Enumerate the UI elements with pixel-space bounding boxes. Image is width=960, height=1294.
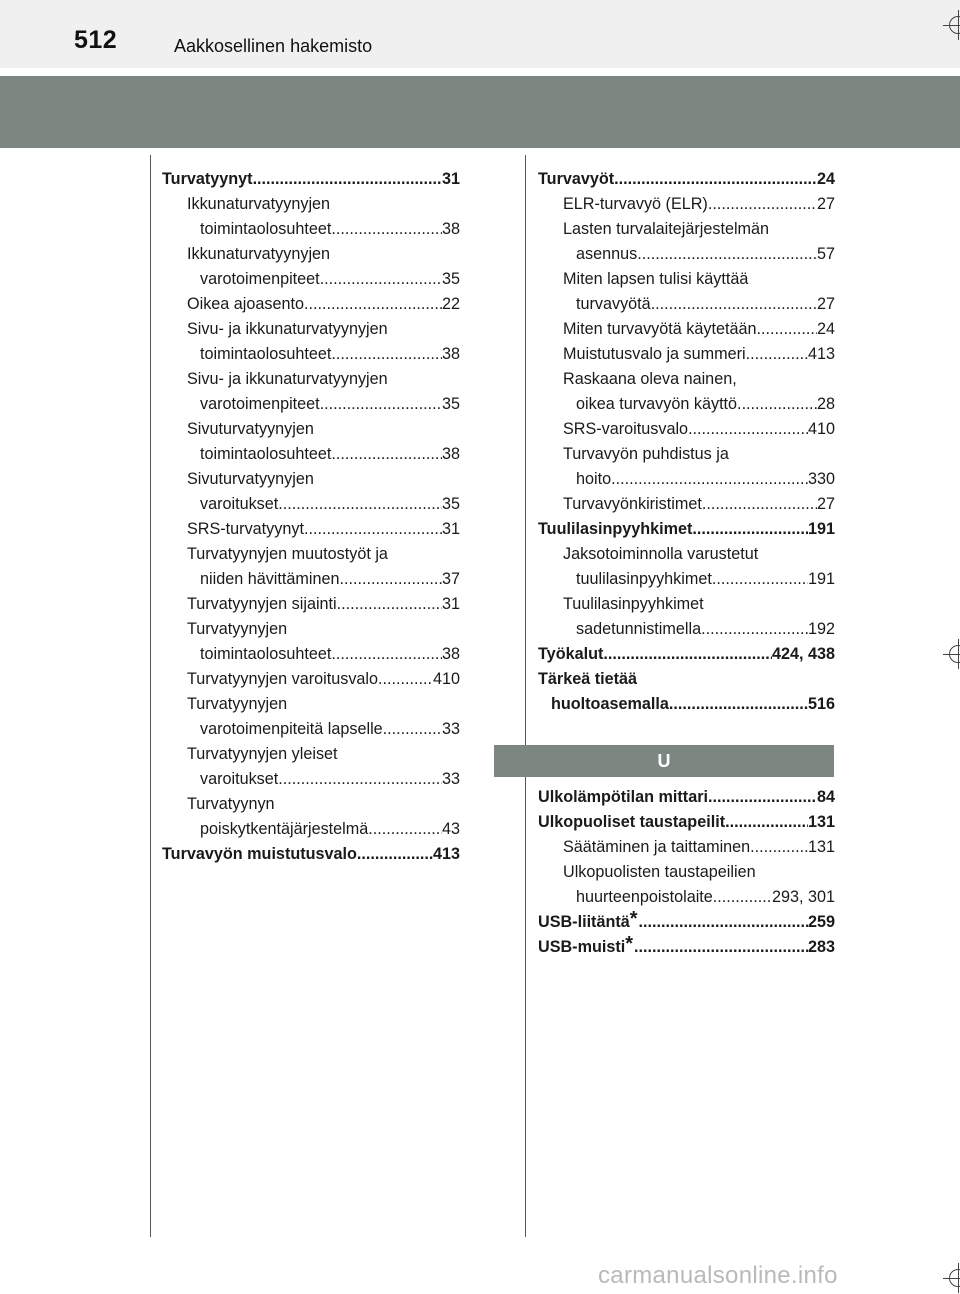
page-reference: 24 [816, 320, 835, 338]
index-entry-sub [162, 817, 460, 842]
dot-leader [278, 767, 442, 792]
page-reference: 293, 301 [771, 888, 835, 906]
index-entry-main [538, 517, 835, 542]
page-reference: 84 [816, 788, 835, 806]
index-entry-sub [162, 642, 460, 667]
page-header [0, 0, 960, 68]
index-entry-sub [162, 392, 460, 417]
page-reference: 33 [441, 770, 460, 788]
page-reference: 131 [807, 838, 835, 856]
entry-text: Miten lapsen tulisi käyttää [563, 270, 749, 288]
index-entry-main: USB-liitäntä * ..... 259 [538, 910, 835, 935]
dot-leader [341, 592, 442, 617]
index-entry-sub [538, 217, 835, 242]
index-entry-sub [538, 885, 835, 910]
index-entry-sub [538, 317, 835, 342]
entry-text: Turvatyynyjen [187, 620, 288, 638]
page-reference: 424, 438 [771, 645, 835, 663]
entry-text: Ikkunaturvatyynyjen [187, 195, 331, 213]
section-title: Aakkosellinen hakemisto [174, 36, 373, 56]
page-reference: 43 [441, 820, 460, 838]
page-reference: 191 [807, 520, 835, 538]
dot-leader [614, 167, 817, 192]
dot-leader [688, 417, 808, 442]
index-entry-sub [162, 367, 460, 392]
dot-leader [708, 785, 817, 810]
page-reference: 191 [807, 570, 835, 588]
index-entry-sub [162, 692, 460, 717]
index-entry-sub [538, 860, 835, 885]
entry-text: asennus [576, 245, 638, 263]
page-reference: 38 [441, 445, 460, 463]
index-entry-sub [162, 742, 460, 767]
entry-text: poiskytkentäjärjestelmä [200, 820, 369, 838]
page-reference: 410 [807, 420, 835, 438]
entry-text: Turvatyynyn [187, 795, 275, 813]
index-entry-sub [162, 467, 460, 492]
index-entry-sub [538, 467, 835, 492]
index-entry-sub [538, 442, 835, 467]
index-column-right [538, 167, 835, 960]
index-column-left [162, 167, 460, 867]
watermark: carmanualsonline.info [598, 1262, 838, 1289]
page-reference: 38 [441, 220, 460, 238]
index-entry-sub [538, 835, 835, 860]
dot-leader [368, 817, 442, 842]
index-list-t [538, 167, 835, 717]
column-rule-left [150, 155, 151, 1237]
page-reference: 35 [441, 495, 460, 513]
dot-leader [746, 342, 808, 367]
page-reference: 330 [807, 470, 835, 488]
entry-text: Turvavyönkiristimet [563, 495, 702, 513]
entry-text: Turvatyynyjen varoitusvalo [187, 670, 379, 688]
index-entry-sub [162, 267, 460, 292]
entry-text: Turvatyynyjen yleiset [187, 745, 338, 763]
dot-leader [331, 217, 442, 242]
page-reference: 131 [807, 813, 835, 831]
page-reference: 283 [807, 938, 835, 956]
dot-leader [331, 442, 442, 467]
index-entry-main [162, 167, 460, 192]
index-entry-sub [162, 492, 460, 517]
dot-leader [304, 292, 442, 317]
page-reference: 38 [441, 345, 460, 363]
entry-text: USB-muisti [538, 938, 626, 956]
index-entry-main [538, 810, 835, 835]
entry-text: turvavyötä [576, 295, 651, 313]
entry-text: huurteenpoistolaite [576, 888, 713, 906]
dot-leader [692, 517, 808, 542]
page-reference: 57 [816, 245, 835, 263]
dot-leader [304, 517, 442, 542]
dot-leader [357, 842, 433, 867]
entry-text: toimintaolosuhteet [200, 220, 332, 238]
entry-text: SRS-varoitusvalo [563, 420, 689, 438]
entry-text: Ulkopuoliset taustapeilit [538, 813, 726, 831]
index-entry-sub [538, 242, 835, 267]
entry-text: huoltoasemalla [551, 695, 669, 713]
page-reference: 35 [441, 395, 460, 413]
header-band [0, 76, 960, 148]
entry-text: SRS-turvatyynyt [187, 520, 304, 538]
entry-text: hoito [576, 470, 612, 488]
page-reference: 37 [441, 570, 460, 588]
index-entry-main: USB-muisti * ..... 283 [538, 935, 835, 960]
index-entry-main [538, 785, 835, 810]
entry-text: ELR-turvavyö (ELR). [563, 195, 713, 213]
entry-text: varoitukset [200, 770, 279, 788]
index-entry-sub [162, 767, 460, 792]
entry-text: Muistutusvalo ja summeri [563, 345, 746, 363]
index-entry-sub [538, 367, 835, 392]
entry-text: Työkalut [538, 645, 604, 663]
index-entry-main [162, 842, 460, 867]
index-entry-sub [162, 217, 460, 242]
index-entry-sub [538, 417, 835, 442]
page-reference: 33 [441, 720, 460, 738]
entry-text: toimintaolosuhteet [200, 445, 332, 463]
page-reference: 259 [807, 913, 835, 931]
index-entry-main [538, 642, 835, 667]
dot-leader [651, 292, 817, 317]
entry-text: Miten turvavyötä käytetään [563, 320, 757, 338]
page-number: 512 [74, 26, 118, 54]
entry-text: Turvatyynyt [162, 170, 253, 188]
entry-text: Turvatyynyjen muutostyöt ja [187, 545, 388, 563]
dot-leader [756, 317, 817, 342]
entry-text: Oikea ajoasento [187, 295, 304, 313]
entry-text: Lasten turvalaitejärjestelmän [563, 220, 770, 238]
page-reference: 413 [807, 345, 835, 363]
index-entry-sub [538, 542, 835, 567]
entry-text: toimintaolosuhteet [200, 345, 332, 363]
index-entry-sub [538, 292, 835, 317]
index-list-u [538, 785, 835, 960]
entry-text: toimintaolosuhteet [200, 645, 332, 663]
index-entry-sub [162, 242, 460, 267]
entry-text: Turvavyöt [538, 170, 615, 188]
dot-leader [320, 392, 442, 417]
entry-text: Tärkeä tietää [538, 670, 637, 688]
index-entry-sub [162, 192, 460, 217]
dot-leader [639, 910, 808, 935]
index-entry-sub [538, 267, 835, 292]
index-entry-sub [162, 592, 460, 617]
dot-leader [634, 935, 808, 960]
registration-mark-top-right [943, 10, 960, 40]
dot-leader [611, 467, 808, 492]
index-entry-sub [162, 667, 460, 692]
index-entry-sub [162, 292, 460, 317]
entry-text: varoitukset [200, 495, 279, 513]
page-reference: 27 [816, 195, 835, 213]
page-reference: 516 [807, 695, 835, 713]
dot-leader [712, 192, 817, 217]
page-reference: 31 [441, 170, 460, 188]
entry-text: Turvatyynyjen [187, 695, 288, 713]
entry-text: Tuulilasinpyyhkimet [563, 595, 704, 613]
dot-leader [378, 667, 433, 692]
entry-text: Sivuturvatyynyjen [187, 470, 314, 488]
entry-text: tuulilasinpyyhkimet [576, 570, 712, 588]
letter-section-header: U [494, 745, 834, 777]
dot-leader [702, 492, 817, 517]
dot-leader [712, 567, 808, 592]
registration-mark-bottom-right [943, 1263, 960, 1293]
index-entry-main [538, 667, 835, 692]
index-entry-sub [162, 317, 460, 342]
page-reference: 38 [441, 645, 460, 663]
page-reference: 192 [807, 620, 835, 638]
index-entry-main [538, 167, 835, 192]
page-reference: 410 [432, 670, 460, 688]
index-entry-sub [162, 617, 460, 642]
dot-leader [669, 692, 808, 717]
dot-leader [725, 810, 808, 835]
index-entry-sub [538, 617, 835, 642]
dot-leader [344, 567, 442, 592]
registration-mark-mid-right [943, 639, 960, 669]
entry-text: USB-liitäntä [538, 913, 630, 931]
entry-text: Säätäminen ja taittaminen [563, 838, 751, 856]
index-entry-sub [162, 517, 460, 542]
dot-leader [637, 242, 817, 267]
entry-text: Sivu- ja ikkunaturvatyynyjen [187, 320, 388, 338]
entry-text: Sivu- ja ikkunaturvatyynyjen [187, 370, 388, 388]
page-reference: 31 [441, 520, 460, 538]
index-entry-sub [162, 567, 460, 592]
index-entry-sub [162, 717, 460, 742]
page-reference: 27 [816, 495, 835, 513]
dot-leader [278, 492, 442, 517]
entry-text: Ulkolämpötilan mittari [538, 788, 708, 806]
index-entry-sub [162, 792, 460, 817]
entry-text: Turvavyön muistutusvalo [162, 845, 357, 863]
page-reference: 22 [441, 295, 460, 313]
entry-text: oikea turvavyön käyttö. [576, 395, 742, 413]
index-entry-sub [538, 567, 835, 592]
dot-leader [706, 617, 808, 642]
index-entry-sub [162, 442, 460, 467]
entry-text: Tuulilasinpyyhkimet [538, 520, 693, 538]
column-rule-middle [525, 155, 526, 1237]
dot-leader [331, 642, 442, 667]
index-entry-sub [538, 342, 835, 367]
entry-text: varotoimenpiteet [200, 270, 320, 288]
dot-leader [713, 885, 772, 910]
page-reference: 24 [816, 170, 835, 188]
index-entry-main [538, 692, 835, 717]
entry-text: Ikkunaturvatyynyjen [187, 245, 331, 263]
entry-text: Jaksotoiminnolla varustetut [563, 545, 759, 563]
index-entry-sub [162, 417, 460, 442]
entry-text: Turvavyön puhdistus ja [563, 445, 729, 463]
page-reference: 413 [432, 845, 460, 863]
entry-text: Ulkopuolisten taustapeilien [563, 863, 756, 881]
dot-leader [750, 835, 808, 860]
dot-leader [320, 267, 442, 292]
page-reference: 28 [816, 395, 835, 413]
entry-text: Raskaana oleva nainen, [563, 370, 737, 388]
page-reference: 35 [441, 270, 460, 288]
dot-leader [603, 642, 772, 667]
index-entry-sub [538, 592, 835, 617]
index-entry-sub [162, 342, 460, 367]
index-entry-sub [538, 492, 835, 517]
dot-leader [331, 342, 442, 367]
entry-text: varotoimenpiteitä lapselle [200, 720, 383, 738]
page-reference: 27 [816, 295, 835, 313]
index-entry-sub [162, 542, 460, 567]
dot-leader [383, 717, 442, 742]
entry-text: Sivuturvatyynyjen [187, 420, 314, 438]
entry-text: varotoimenpiteet [200, 395, 320, 413]
entry-text: Turvatyynyjen sijainti. [187, 595, 342, 613]
dot-leader [742, 392, 817, 417]
page-reference: 31 [441, 595, 460, 613]
index-entry-sub [538, 192, 835, 217]
index-entry-sub [538, 392, 835, 417]
entry-text: niiden hävittäminen. [200, 570, 344, 588]
dot-leader [253, 167, 442, 192]
entry-text: sadetunnistimella. [576, 620, 706, 638]
